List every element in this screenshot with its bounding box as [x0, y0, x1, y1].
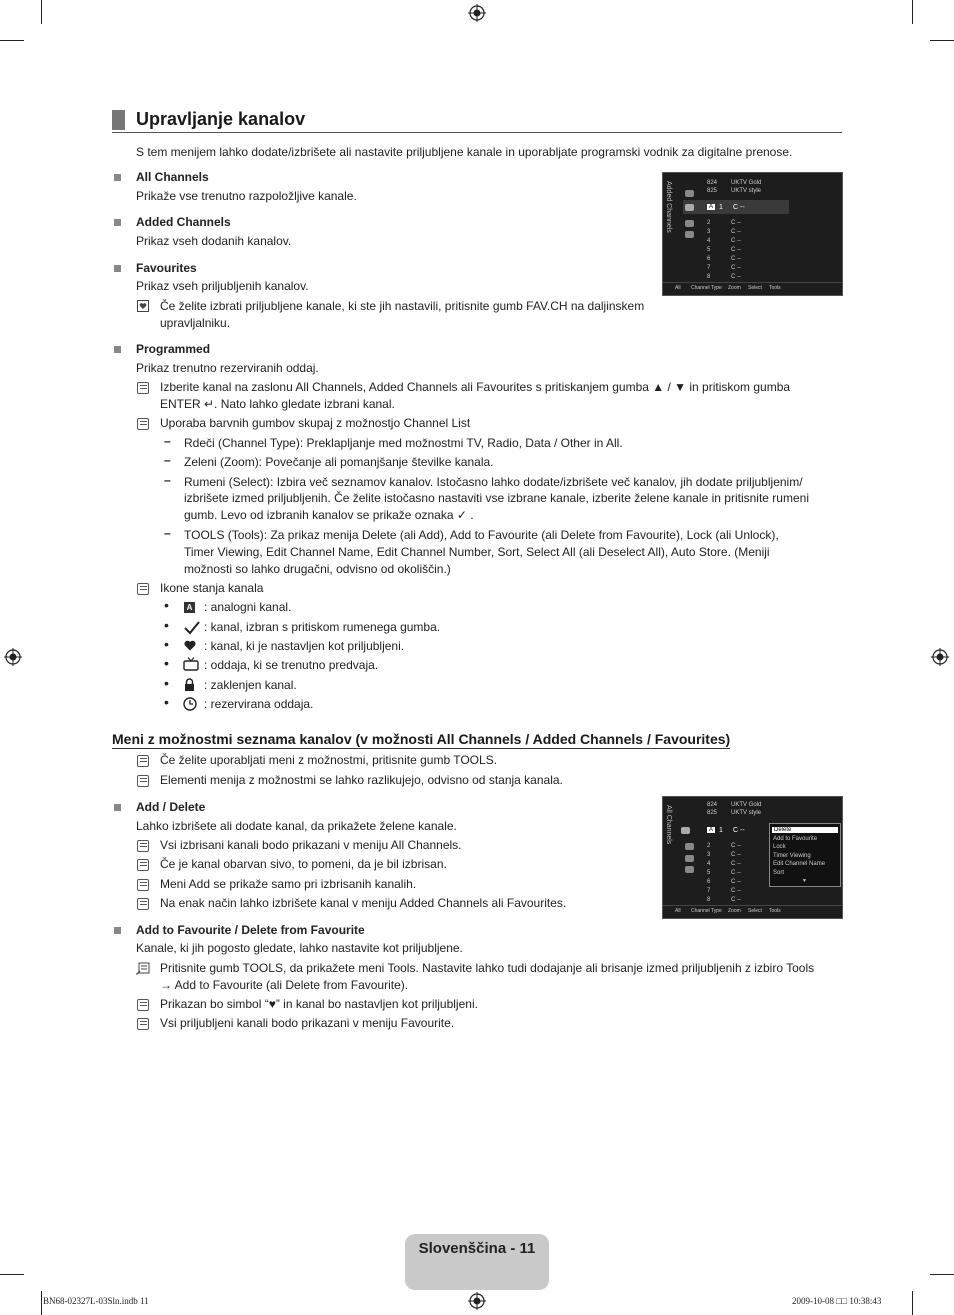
channel-number: 7 — [707, 265, 711, 271]
channel-name: C -- — [731, 843, 741, 849]
analog-channel-text: : analogni kanal. — [204, 600, 292, 614]
yellow-button-text-1: Rumeni (Select): Izbira več seznamov kanalov. Istočasno lahko dodate/izbrišete več kanalov, jih dodate priljubljenim/ — [184, 475, 803, 489]
channel-number: 2 — [707, 220, 711, 226]
note-icon — [137, 999, 149, 1011]
analog-channel-icon: A — [709, 827, 714, 833]
screen-side-label: All Channels — [665, 805, 672, 845]
channel-number: 5 — [707, 247, 711, 253]
tools-menu-popup[interactable] — [769, 823, 841, 887]
footer-file-name: BN68-02327L-03Sln.indb 11 — [43, 1296, 149, 1306]
all-channels-text: Prikaže vse trenutno razpoložljive kanale. — [136, 189, 357, 203]
note-icon — [137, 583, 149, 595]
channel-name: C -- — [731, 247, 741, 253]
channel-number: 8 — [707, 274, 711, 280]
dash-marker: – — [164, 473, 171, 487]
green-button-text: Zeleni (Zoom): Povečanje ali pomanjšanje številke kanala. — [184, 455, 494, 469]
footer-label: Zoom — [728, 908, 741, 914]
heart-icon — [685, 220, 694, 227]
all-channels-heading: All Channels — [136, 170, 209, 184]
menu-item-delete[interactable]: Delete — [772, 827, 838, 833]
favourites-heading: Favourites — [136, 261, 197, 275]
tv-icon — [685, 204, 694, 211]
screen-side-label: Added Channels — [665, 181, 672, 233]
bullet-dot: • — [164, 617, 169, 633]
crop-mark — [912, 1291, 913, 1315]
note-icon — [137, 859, 149, 871]
reserved-program-text: : rezervirana oddaja. — [204, 697, 314, 711]
channel-name: C -- — [731, 229, 741, 235]
channel-number: 7 — [707, 888, 711, 894]
options-menu-heading: Meni z možnostmi seznama kanalov (v možnosti All Channels / Added Channels / Favourites) — [112, 731, 731, 747]
intro-text: S tem menijem lahko dodate/izbrišete ali nastavite priljubljene kanale in uporabljate programski vodnik za digitalne prenose. — [136, 145, 793, 159]
selected-channel-number: 1 — [719, 827, 723, 834]
note-tools-button: Če želite uporabljati meni z možnostmi, pritisnite gumb TOOLS. — [160, 753, 498, 767]
favourite-channel-text: : kanal, ki je nastavljen kot priljubljeni. — [204, 639, 405, 653]
channel-name: C -- — [731, 220, 741, 226]
heart-icon — [184, 640, 196, 651]
programmed-text: Prikaz trenutno rezerviranih oddaj. — [136, 361, 319, 375]
favourites-note-2: upravljalniku. — [160, 316, 231, 330]
crop-mark — [0, 40, 24, 41]
registration-mark-icon — [468, 1292, 486, 1310]
add-delete-heading: Add / Delete — [136, 800, 206, 814]
checkmark-icon — [184, 621, 200, 635]
tools-button-text-3: možnosti so lahko drugačni, odvisno od okoliščin.) — [184, 562, 451, 576]
channel-name: UKTV Gold — [731, 180, 762, 186]
channel-number: 5 — [707, 870, 711, 876]
red-button-text: Rdeči (Channel Type): Preklapljanje med možnostmi TV, Radio, Data / Other in All. — [184, 436, 623, 450]
footer-timestamp: 2009-10-08 □□ 10:38:43 — [792, 1296, 882, 1306]
channel-name: C -- — [731, 265, 741, 271]
crop-mark — [41, 1291, 42, 1315]
registration-mark-icon — [931, 648, 949, 666]
add-delete-note-3: Meni Add se prikaže samo pri izbrisanih kanalih. — [160, 877, 417, 891]
title-marker — [112, 110, 125, 130]
bullet-square — [114, 346, 121, 353]
note-status-icons: Ikone stanja kanala — [160, 581, 264, 595]
channel-number: 3 — [707, 229, 711, 235]
add-favourite-heading: Add to Favourite / Delete from Favourite — [136, 923, 365, 937]
footer-label: Channel Type — [691, 285, 722, 291]
footer-label: Tools — [769, 908, 781, 914]
footer-label: All — [675, 285, 681, 291]
channel-number: 2 — [707, 843, 711, 849]
channel-number: 6 — [707, 879, 711, 885]
favourites-note-1: Če želite izbrati priljubljene kanale, ki ste jih nastavili, pritisnite gumb FAV.CH na daljinskem — [160, 299, 645, 313]
selected-channel-text: : kanal, izbran s pritiskom rumenega gumba. — [204, 620, 441, 634]
added-channels-heading: Added Channels — [136, 215, 231, 229]
channel-list-screenshot-added — [662, 172, 843, 296]
fav-ch-icon — [137, 300, 149, 312]
menu-item-edit-channel-name[interactable]: Edit Channel Name — [773, 861, 826, 867]
channel-name: C -- — [731, 888, 741, 894]
menu-item-timer-viewing[interactable]: Timer Viewing — [773, 853, 811, 859]
tools-icon — [136, 962, 150, 975]
analog-channel-icon: A — [709, 204, 714, 210]
page-number-badge — [405, 1234, 549, 1290]
add-delete-note-1: Vsi izbrisani kanali bodo prikazani v meniju All Channels. — [160, 838, 462, 852]
channel-name: UKTV style — [731, 188, 762, 194]
clock-icon — [183, 697, 197, 711]
channel-name: UKTV Gold — [731, 802, 762, 808]
channel-name: UKTV style — [731, 810, 762, 816]
clock-icon — [685, 231, 694, 238]
channel-number: 4 — [707, 238, 711, 244]
note-color-buttons: Uporaba barvnih gumbov skupaj z možnostjo Channel List — [160, 416, 471, 430]
favourites-text: Prikaz vseh priljubljenih kanalov. — [136, 279, 309, 293]
bullet-square — [114, 265, 121, 272]
channel-number: 825 — [707, 188, 718, 194]
bullet-dot: • — [164, 694, 169, 710]
yellow-button-text-2: izbrišete izmed priljubljenih. Če želite istočasno nastaviti vse izbrane kanale, izberite želene kanale in pritisnite rumeni — [184, 491, 809, 505]
channel-name: C -- — [731, 238, 741, 244]
channel-number: 4 — [707, 861, 711, 867]
dash-marker: – — [164, 434, 171, 448]
page-title: Upravljanje kanalov — [136, 109, 306, 129]
clock-icon — [685, 866, 694, 873]
added-channels-text: Prikaz vseh dodanih kanalov. — [136, 234, 292, 248]
crop-mark — [930, 40, 954, 41]
selected-channel-number: 1 — [719, 204, 723, 211]
footer-label: Select — [748, 908, 762, 914]
channel-name: C -- — [731, 256, 741, 262]
tools-button-text-1: TOOLS (Tools): Za prikaz menija Delete (ali Add), Add to Favourite (ali Delete from Favourite), Lock (ali Unlock), — [184, 528, 779, 542]
crop-mark — [0, 1274, 24, 1275]
note-icon — [137, 1018, 149, 1030]
add-favourite-note-2: Prikazan bo simbol “♥” in kanal bo nastavljen kot priljubljeni. — [160, 997, 478, 1011]
channel-number: 3 — [707, 852, 711, 858]
bullet-square — [114, 804, 121, 811]
channel-name: C -- — [731, 897, 741, 903]
note-select-channel-1: Izberite kanal na zaslonu All Channels, Added Channels ali Favourites s pritiskanjem gumba ▲ / ▼ in pritiskom gumba — [160, 380, 791, 394]
note-options-vary: Elementi menija z možnostmi se lahko razlikujejo, odvisno od stanja kanala. — [160, 773, 563, 787]
dash-marker: – — [164, 526, 171, 540]
registration-mark-icon — [468, 4, 486, 22]
add-favourite-text: Kanale, ki jih pogosto gledate, lahko nastavite kot priljubljene. — [136, 941, 463, 955]
channel-number: 824 — [707, 180, 718, 186]
crop-mark — [930, 1274, 954, 1275]
footer-label: Zoom — [728, 285, 741, 291]
note-icon — [137, 879, 149, 891]
note-icon — [137, 840, 149, 852]
footer-label: All — [675, 908, 681, 914]
crop-mark — [912, 0, 913, 24]
channel-type-icon — [685, 843, 694, 850]
channel-type-icon — [685, 190, 694, 197]
note-icon — [137, 775, 149, 787]
crop-mark — [41, 0, 42, 24]
channel-name: C -- — [731, 852, 741, 858]
footer-label: Tools — [769, 285, 781, 291]
channel-name: C -- — [731, 861, 741, 867]
bullet-dot: • — [164, 636, 169, 652]
footer-label: Select — [748, 285, 762, 291]
screen-footer — [663, 282, 842, 295]
note-icon — [137, 755, 149, 767]
page-label: Slovenščina - 11 — [418, 1240, 536, 1257]
lock-icon — [184, 678, 195, 692]
note-icon — [137, 418, 149, 430]
analog-channel-icon: A — [184, 602, 195, 613]
menu-scroll-down-icon[interactable]: ▼ — [802, 878, 807, 884]
channel-list-screenshot-all — [662, 796, 843, 919]
channel-number: 825 — [707, 810, 718, 816]
tv-icon — [183, 657, 199, 671]
dash-marker: – — [164, 453, 171, 467]
selected-channel-name: C -- — [733, 827, 745, 834]
bullet-dot: • — [164, 597, 169, 613]
menu-item-add-to-favourite[interactable]: Add to Favourite — [773, 836, 818, 842]
add-favourite-note-3: Vsi priljubljeni kanali bodo prikazani v meniju Favourite. — [160, 1016, 455, 1030]
bullet-square — [114, 927, 121, 934]
tv-icon — [681, 827, 690, 834]
yellow-button-text-3: gumb. Levo od izbranih kanalov se prikaže oznaka ✓ . — [184, 508, 474, 522]
channel-number: 6 — [707, 256, 711, 262]
add-favourite-note-1b: → Add to Favourite (ali Delete from Favourite). — [160, 978, 409, 992]
bullet-square — [114, 219, 121, 226]
locked-channel-text: : zaklenjen kanal. — [204, 678, 297, 692]
playing-program-text: : oddaja, ki se trenutno predvaja. — [204, 658, 379, 672]
add-delete-text: Lahko izbrišete ali dodate kanal, da prikažete želene kanale. — [136, 819, 457, 833]
channel-number: 8 — [707, 897, 711, 903]
tools-button-text-2: Timer Viewing, Edit Channel Name, Edit Channel Number, Sort, Select All (ali Deselect All), Auto Store. (Meniji — [184, 545, 770, 559]
add-delete-note-4: Na enak način lahko izbrišete kanal v meniju Added Channels ali Favourites. — [160, 896, 567, 910]
note-icon — [137, 898, 149, 910]
menu-item-sort[interactable]: Sort — [773, 870, 785, 876]
add-delete-note-2: Če je kanal obarvan sivo, to pomeni, da je bil izbrisan. — [160, 857, 447, 871]
channel-name: C -- — [731, 870, 741, 876]
registration-mark-icon — [4, 648, 22, 666]
programmed-heading: Programmed — [136, 342, 211, 356]
note-icon — [137, 382, 149, 394]
channel-number: 824 — [707, 802, 718, 808]
menu-item-lock[interactable]: Lock — [773, 844, 786, 850]
bullet-square — [114, 174, 121, 181]
bullet-dot: • — [164, 655, 169, 671]
channel-name: C -- — [731, 274, 741, 280]
selected-channel-name: C -- — [733, 204, 745, 211]
bullet-dot: • — [164, 675, 169, 691]
heart-icon — [685, 855, 694, 862]
channel-name: C -- — [731, 879, 741, 885]
footer-label: Channel Type — [691, 908, 722, 914]
add-favourite-note-1a: Pritisnite gumb TOOLS, da prikažete meni Tools. Nastavite lahko tudi dodajanje ali brisanje izmed priljubljenih z izbiro Tools — [160, 961, 815, 975]
section-title — [112, 108, 842, 133]
note-select-channel-2: ENTER ↵. Nato lahko gledate izbrani kanal. — [160, 397, 395, 411]
screen-footer — [663, 905, 842, 918]
